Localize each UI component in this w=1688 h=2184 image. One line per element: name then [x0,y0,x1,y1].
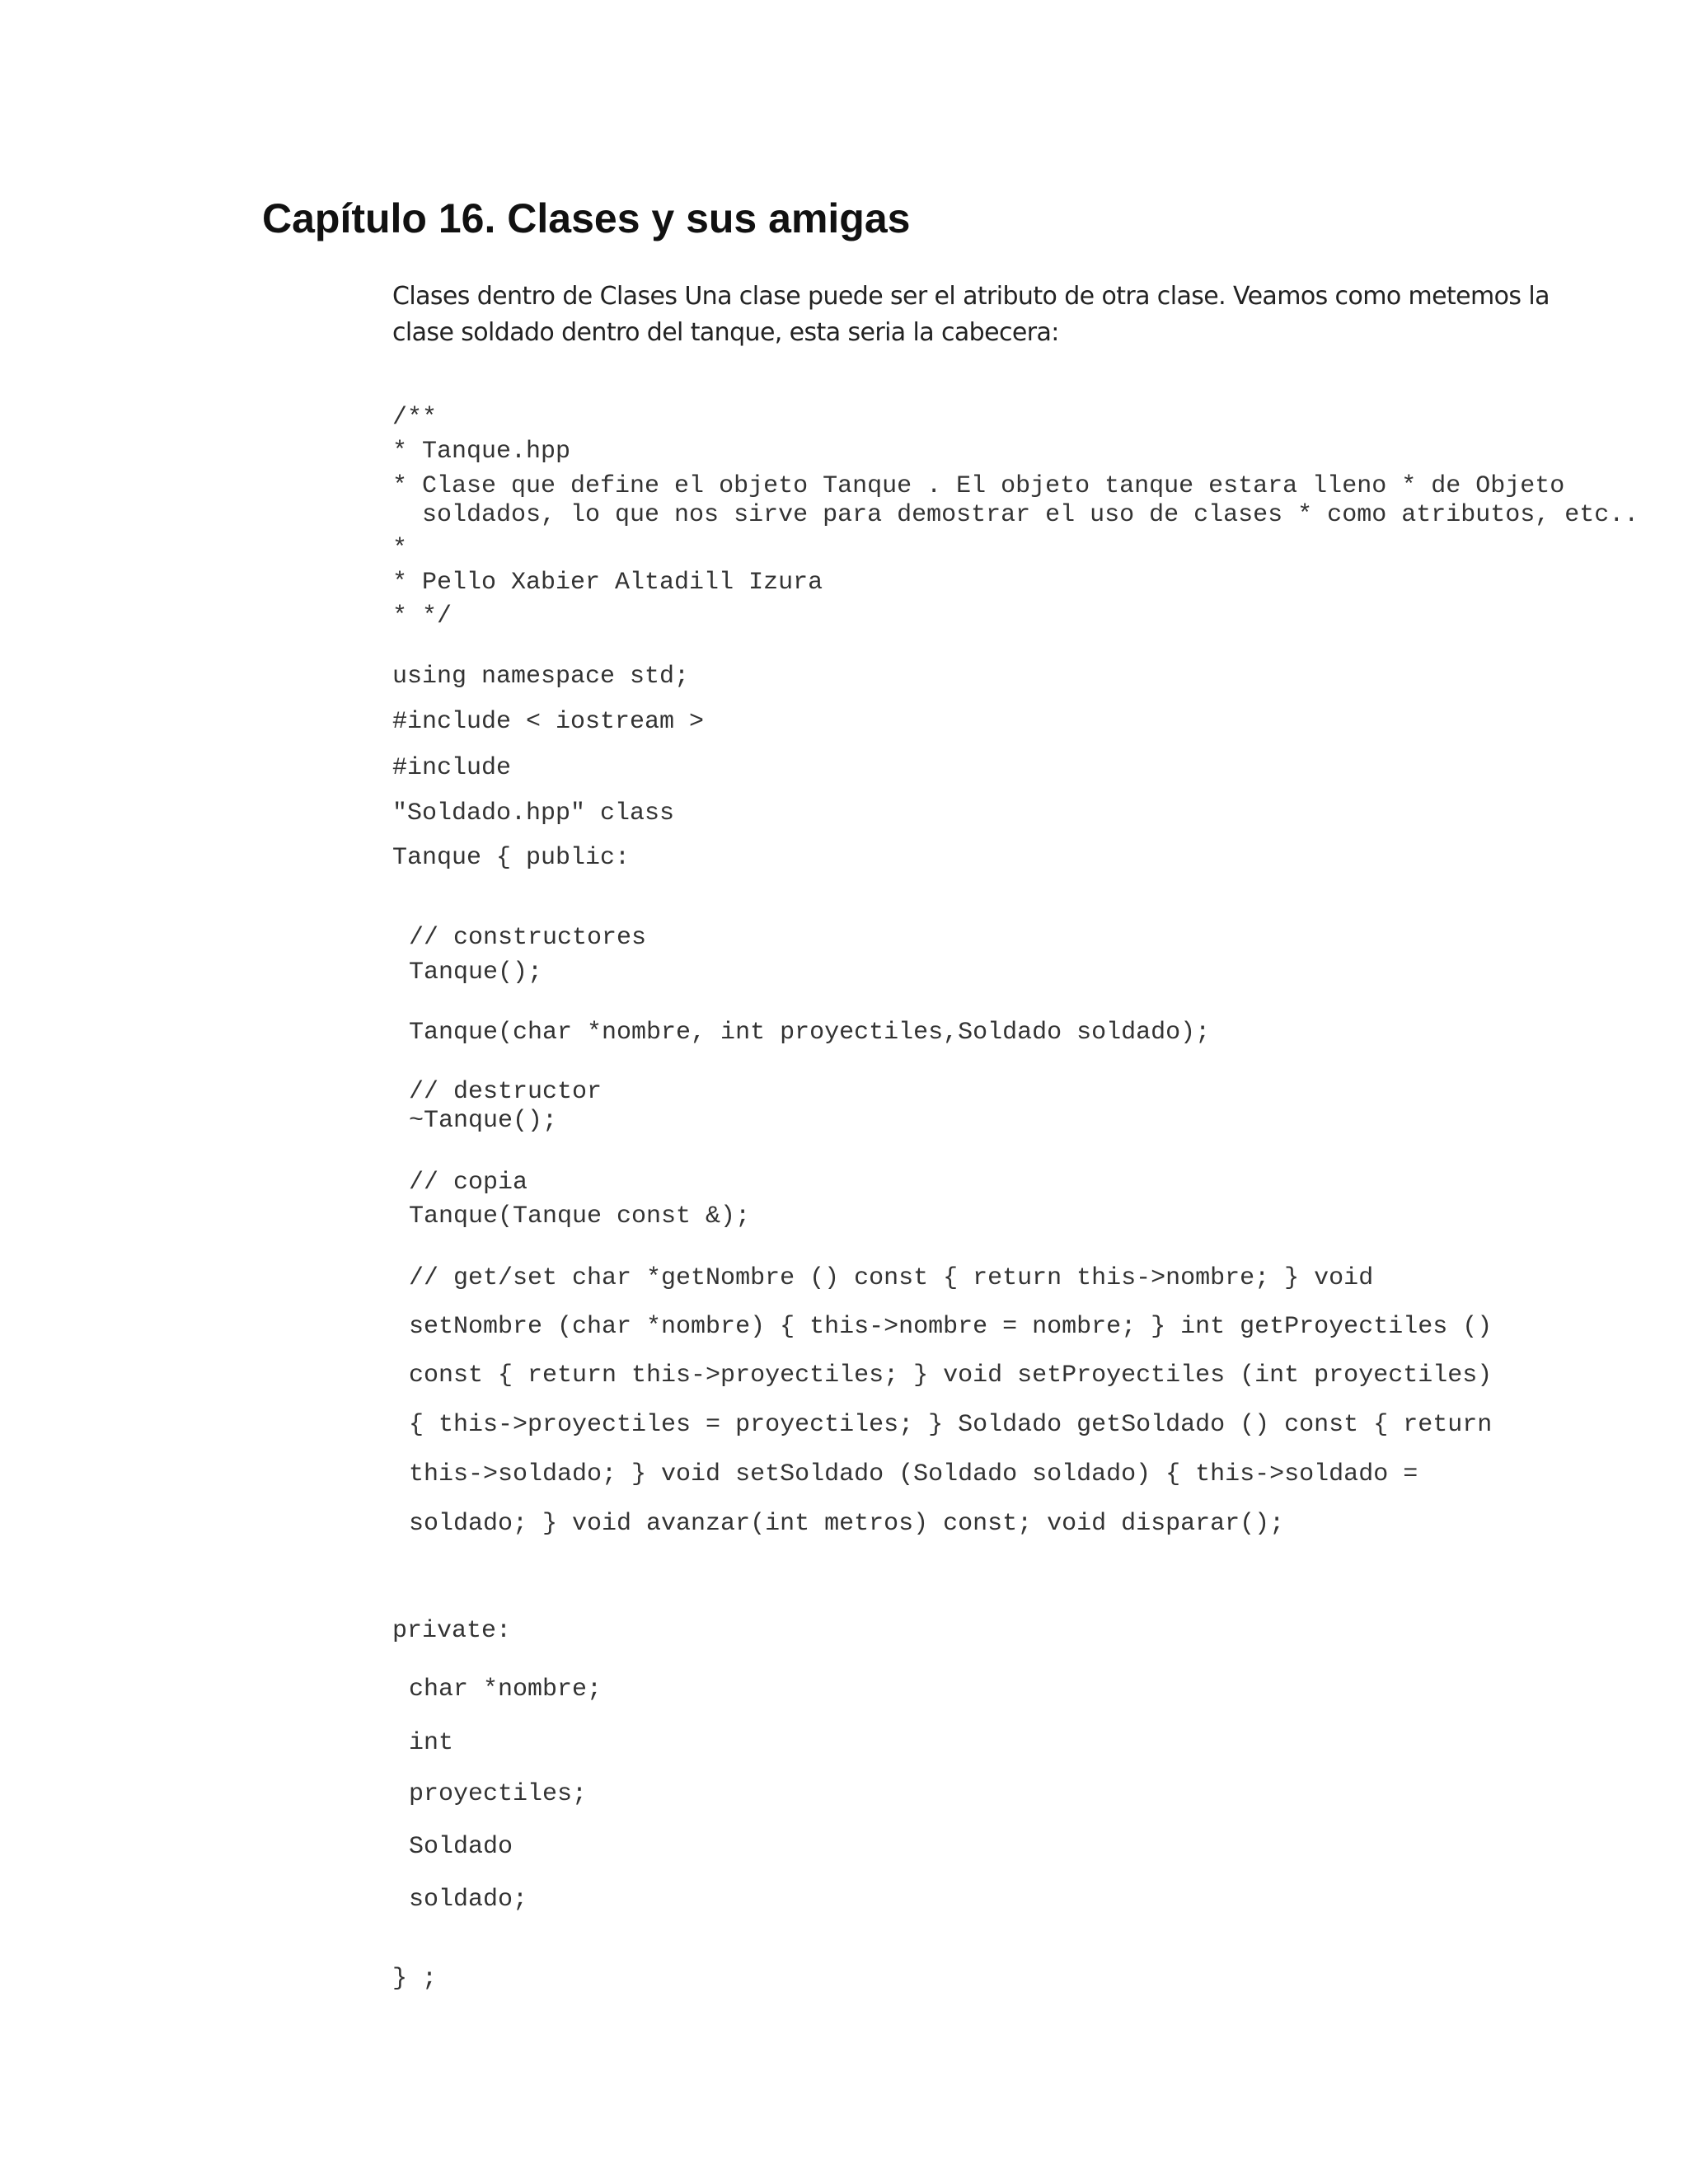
code-line: "Soldado.hpp" class [392,799,675,827]
code-line: * Pello Xabier Altadill Izura [392,569,823,597]
code-line: * */ [392,602,452,630]
code-line: ~Tanque(); [409,1107,558,1135]
code-line: #include [392,754,512,782]
code-line: private: [392,1617,512,1645]
code-line: // destructor [409,1078,603,1106]
code-line: using namespace std; [392,663,690,691]
code-line: char *nombre; [409,1675,603,1704]
code-line: Tanque(); [409,958,543,987]
code-line: this->soldado; } void setSoldado (Soldado soldado) { this->soldado = [409,1460,1418,1488]
code-line: setNombre (char *nombre) { this->nombre = nombre; } int getProyectiles () [409,1313,1493,1341]
code-line: { this->proyectiles = proyectiles; } Soldado getSoldado () const { return [409,1411,1493,1439]
code-line: proyectiles; [409,1780,588,1808]
code-line: // get/set char *getNombre () const { return this->nombre; } void [409,1264,1374,1292]
code-line: soldados, lo que nos sirve para demostrar el uso de clases * como atributos, etc.. [392,501,1639,529]
code-line: soldado; } void avanzar(int metros) const; void disparar(); [409,1510,1285,1538]
code-line: Tanque(char *nombre, int proyectiles,Soldado soldado); [409,1019,1211,1047]
code-line: // copia [409,1169,528,1197]
code-line: int [409,1729,454,1757]
code-line: // constructores [409,924,647,952]
code-line: * Clase que define el objeto Tanque . El objeto tanque estara lleno * de Objeto [392,472,1565,500]
code-line: * [392,535,408,563]
code-line: soldado; [409,1886,528,1914]
chapter-title: Capítulo 16. Clases y sus amigas [262,195,911,241]
code-line: const { return this->proyectiles; } void setProyectiles (int proyectiles) [409,1361,1493,1390]
code-line: Tanque(Tanque const &); [409,1202,751,1230]
intro-paragraph: Clases dentro de Clases Una clase puede ser el atributo de otra clase. Veamos como metemos la clase soldado dentro del tanque, esta seria la cabecera: [392,282,1550,347]
code-line: * Tanque.hpp [392,438,571,466]
code-line: } ; [392,1965,438,1993]
code-line: Tanque { public: [392,844,631,872]
code-line: Soldado [409,1833,513,1861]
code-line: /** [392,404,438,432]
code-line: #include < iostream > [392,708,705,736]
